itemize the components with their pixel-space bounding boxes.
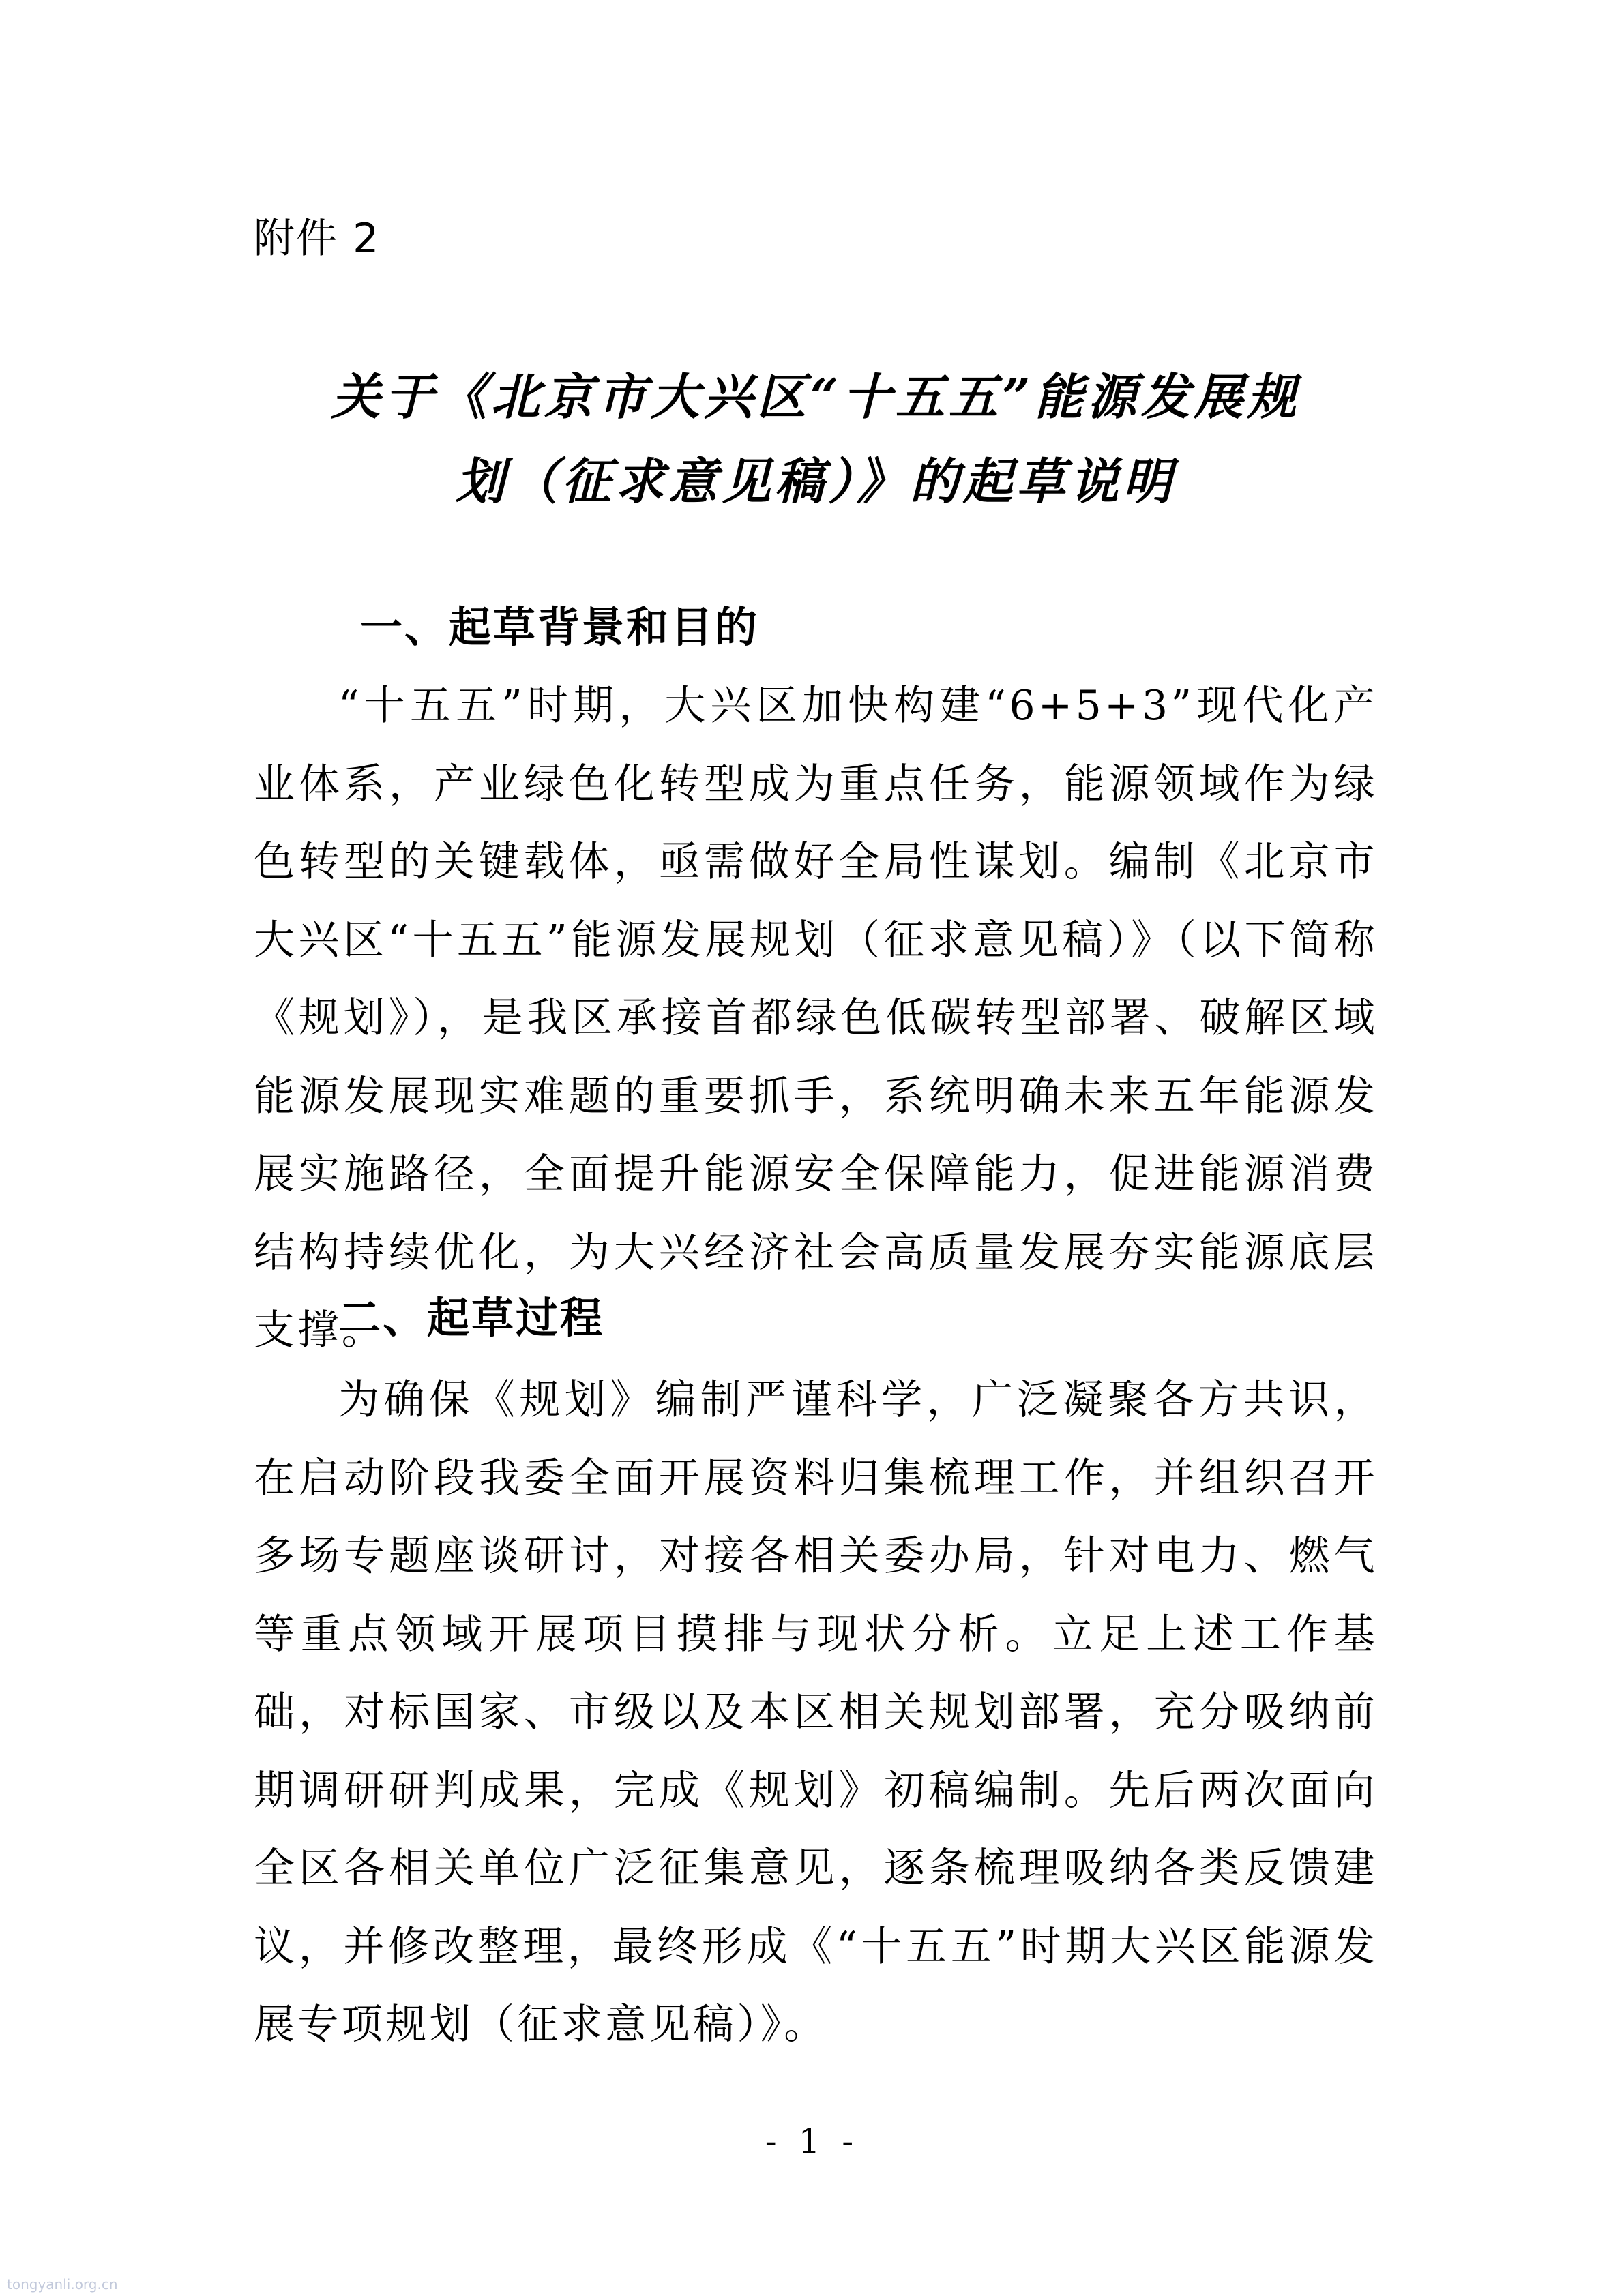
section-heading-process: 二、起草过程	[338, 1293, 605, 1343]
document-title-line-2: 划（征求意见稿）》的起草说明	[455, 452, 1176, 510]
page-number: - 1 -	[765, 2121, 859, 2161]
document-title	[254, 355, 1378, 524]
section-heading-background: 一、起草背景和目的	[360, 602, 760, 652]
document-title-line-1: 关于《北京市大兴区“十五五”能源发展规	[331, 368, 1301, 426]
section-body-process: 为确保《规划》编制严谨科学，广泛凝聚各方共识，在启动阶段我委全面开展资料归集梳理工作，并组织召开多场专题座谈研讨，对接各相关委办局，针对电力、燃气等重点领域开展项目摸排与现状分析。立足上述工作基础，对标国家、市级以及本区相关规划部署，充分吸纳前期调研研判成果，完成《规划》初稿编制。先后两次面向全区各相关单位广泛征集意见，逐条梳理吸纳各类反馈建议，并修改整理，最终形成《“十五五”时期大兴区能源发展专项规划（征求意见稿）》。	[254, 1376, 1378, 2048]
attachment-label: 附件 2	[254, 215, 381, 263]
site-watermark: tongyanli.org.cn	[7, 2276, 118, 2293]
section-body-background: “十五五”时期，大兴区加快构建“6+5+3”现代化产业体系，产业绿色化转型成为重点任务，能源领域作为绿色转型的关键载体，亟需做好全局性谋划。编制《北京市大兴区“十五五”能源发展规划（征求意见稿）》（以下简称《规划》），是我区承接首都绿色低碳转型部署、破解区域能源发展现实难题的重要抓手，系统明确未来五年能源发展实施路径，全面提升能源安全保障能力，促进能源消费结构持续优化，为大兴经济社会高质量发展夯实能源底层支撑。	[254, 682, 1378, 1354]
